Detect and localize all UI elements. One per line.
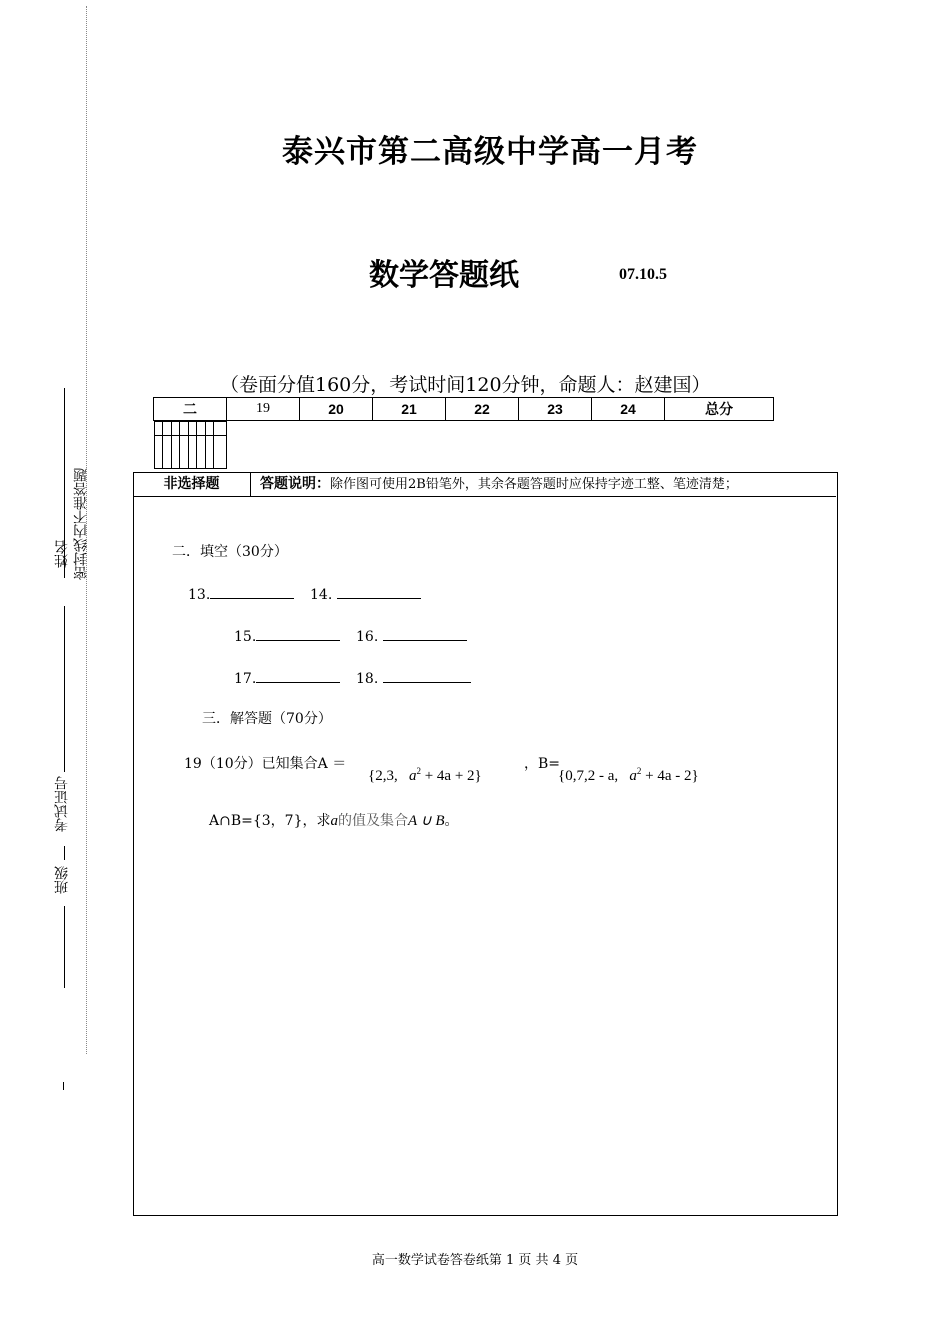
blank-14[interactable] xyxy=(310,584,421,603)
score-table-entry-row xyxy=(154,421,227,436)
answer-line[interactable] xyxy=(256,626,340,641)
score-entry-cell[interactable] xyxy=(197,422,206,469)
blank-17[interactable] xyxy=(234,668,340,687)
q19-var: a xyxy=(330,813,338,829)
score-header-cell: 23 xyxy=(519,398,592,421)
solve-heading: 三．解答题（70分） xyxy=(202,711,332,727)
blank-number: 15. xyxy=(234,629,257,645)
set-a-var: a xyxy=(408,768,417,784)
instructions-label: 答题说明： xyxy=(260,476,330,492)
answer-instructions xyxy=(260,472,738,496)
score-entry-cell[interactable] xyxy=(214,422,226,469)
answer-sheet-subtitle: 数学答题纸 xyxy=(369,258,519,293)
score-header-cell: 二 xyxy=(154,398,227,421)
q19-end: 。 xyxy=(444,813,459,829)
score-entry-cell[interactable] xyxy=(180,422,189,469)
set-b-rest: + 4a - 2} xyxy=(645,768,699,784)
score-table xyxy=(153,397,774,441)
answer-line[interactable] xyxy=(383,626,467,641)
answer-line[interactable] xyxy=(337,584,421,599)
blank-15[interactable] xyxy=(234,626,340,645)
score-header-cell: 24 xyxy=(592,398,665,421)
score-header-cell: 19 xyxy=(227,398,300,421)
margin-dash xyxy=(63,1082,64,1090)
question-19-line1 xyxy=(184,753,346,773)
answer-box-header xyxy=(133,472,836,497)
score-info: （卷面分值160分，考试时间120分钟，命题人：赵建国） xyxy=(220,374,711,396)
answer-line[interactable] xyxy=(210,584,294,599)
exam-title: 泰兴市第二高级中学高一月考 xyxy=(282,134,698,170)
exam-number-underline xyxy=(64,606,65,772)
set-b-var: a xyxy=(629,768,637,784)
score-entry-cell[interactable] xyxy=(171,422,180,469)
q19-union: A ∪ B xyxy=(408,813,445,829)
blank-number: 14. xyxy=(310,587,333,603)
set-a-rest: + 4a + 2} xyxy=(424,768,482,784)
answer-line[interactable] xyxy=(383,668,471,683)
score-header-cell: 总分 xyxy=(665,398,774,421)
set-a-start: {2,3, xyxy=(368,768,398,784)
set-b-label: ，B= xyxy=(524,756,561,772)
score-header-cell: 21 xyxy=(373,398,446,421)
q19-condition: A∩B={3，7}，求 xyxy=(209,813,331,829)
set-a-expression: {2,3, $a^2 + 4a + 2$} xyxy=(368,766,482,784)
score-entry-cell[interactable] xyxy=(205,422,214,469)
question-19-line2 xyxy=(209,810,459,830)
class-label: 班级 xyxy=(54,866,70,894)
exam-number-underline-2 xyxy=(64,846,65,860)
class-underline xyxy=(64,906,65,988)
blank-number: 17. xyxy=(234,671,257,687)
q19-intro: 19（10分）已知集合A ＝ xyxy=(184,756,347,772)
blank-18[interactable] xyxy=(356,668,471,687)
score-table-header-row xyxy=(154,398,774,421)
seal-warning-text: 密封线内不准答题 xyxy=(73,468,89,580)
score-header-cell: 20 xyxy=(300,398,373,421)
set-b-start: {0,7,2 - a, xyxy=(558,768,619,784)
score-entry-cell[interactable] xyxy=(163,422,172,469)
blank-number: 16. xyxy=(356,629,379,645)
page-footer: 高一数学试卷答卷纸第 1 页 共 4 页 xyxy=(371,1253,579,1268)
q19-ask: 的值及集合 xyxy=(338,813,408,829)
blank-13[interactable] xyxy=(188,584,294,603)
fill-in-heading: 二．填空（30分） xyxy=(172,544,288,560)
section-label: 非选择题 xyxy=(133,472,251,496)
score-header-cell: 22 xyxy=(446,398,519,421)
score-entry-cell[interactable] xyxy=(188,422,197,469)
set-b-expression: {0,7,2 - a, $a^2 + 4a - 2$} xyxy=(558,766,699,784)
blank-16[interactable] xyxy=(356,626,467,645)
blank-number: 18. xyxy=(356,671,379,687)
answer-line[interactable] xyxy=(256,668,340,683)
name-label: 姓名 xyxy=(54,540,70,568)
instructions-text: 除作图可使用2B铅笔外，其余各题答题时应保持字迹工整、笔迹清楚； xyxy=(330,477,738,492)
exam-date: 07.10.5 xyxy=(619,266,667,283)
blank-number: 13. xyxy=(188,587,211,603)
score-entry-cell[interactable] xyxy=(154,422,163,469)
exam-number-label: 考试证号 xyxy=(54,776,70,832)
